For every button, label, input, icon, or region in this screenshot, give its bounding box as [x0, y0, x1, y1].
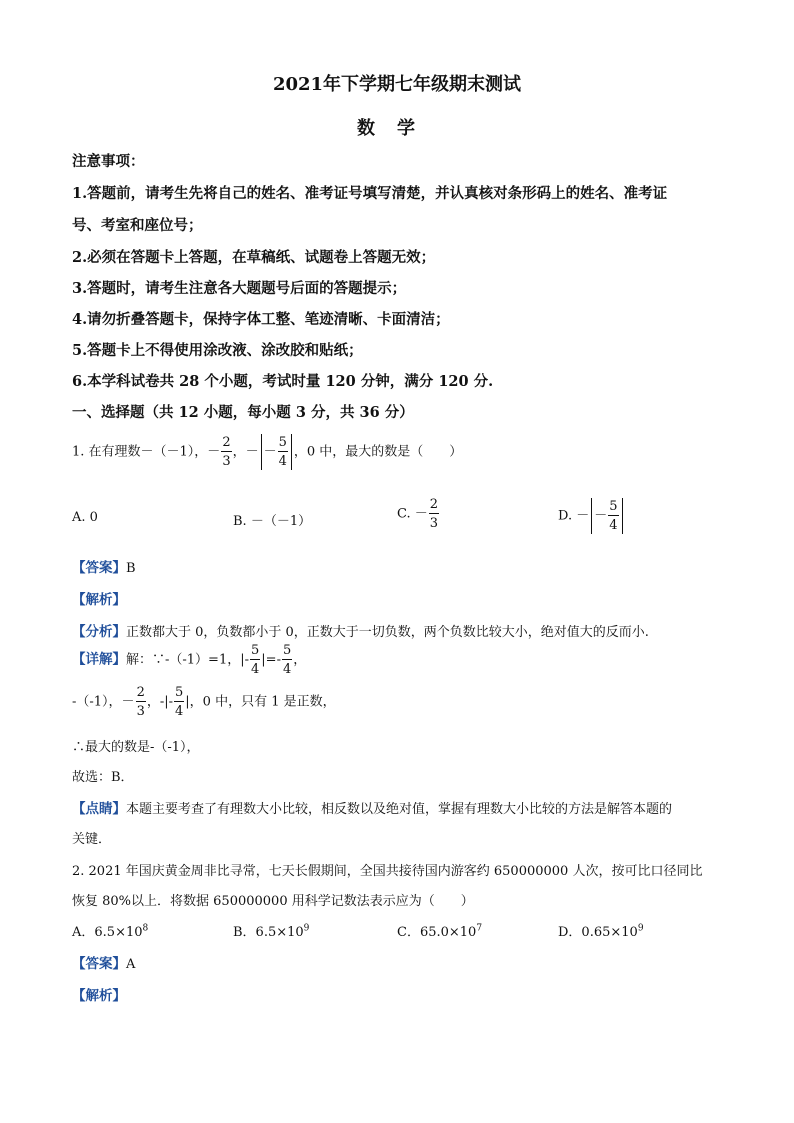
q1-option-b[interactable]: B. －（－1）: [233, 514, 312, 529]
q1-xiangjie-line1: 【详解】解：∵-（-1）=1，|- $\frac{5}{4}$ |=- $\frac{5}{4}$ ，: [72, 643, 307, 677]
q1-option-d[interactable]: D. － － $\frac{5}{4}$: [558, 498, 625, 534]
question-2-stem-b: 恢复 80%以上．将数据 650000000 用科学记数法表示应为（ ）: [72, 894, 474, 909]
notes-heading: 注意事项：: [72, 153, 145, 170]
q1-fenxi: 【分析】正数都大于 0，负数都小于 0，正数大于一切负数，两个负数比较大小，绝对值大的反而小.: [72, 624, 649, 640]
q1-answer: 【答案】B: [72, 560, 136, 576]
question-1-stem: 1. 在有理数－（－1），－ $\frac{2}{3}$ ，－ － $\frac{5}{4}$ ，0 中，最大的数是（ ）: [72, 435, 463, 469]
note-4: 4.请勿折叠答题卡，保持字体工整、笔迹清晰、卡面清洁；: [72, 311, 450, 328]
note-2: 2.必须在答题卡上答题，在草稿纸、试题卷上答题无效；: [72, 249, 436, 266]
q1-dianjing: 【点睛】本题主要考查了有理数大小比较，相反数以及绝对值，掌握有理数大小比较的方法是解答本题的: [72, 801, 673, 817]
note-6: 6.本学科试卷共 28 个小题，考试时量 120 分钟，满分 120 分.: [72, 373, 494, 390]
q2-option-b[interactable]: B．$6.5\times 10^9$: [233, 923, 310, 940]
q2-option-d[interactable]: D．$0.65\times 10^9$: [558, 923, 644, 940]
fraction-5-4: $\frac{5}{4}$: [278, 435, 287, 469]
q2-analysis-tag: 【解析】: [72, 988, 126, 1004]
q2-answer: 【答案】A: [72, 956, 136, 972]
section-heading: 一、选择题（共 12 小题，每小题 3 分，共 36 分）: [72, 404, 414, 421]
q2-option-c[interactable]: C．$65.0\times 10^7$: [397, 923, 483, 940]
q1-dianjing-cont: 关键．: [72, 832, 112, 847]
note-3: 3.答题时，请考生注意各大题题号后面的答题提示；: [72, 280, 407, 297]
q2-option-a[interactable]: A．$6.5\times 10^8$: [72, 923, 149, 940]
q1-option-c[interactable]: C. － $\frac{2}{3}$: [397, 497, 439, 531]
q1-xiangjie-line4: 故选：B．: [72, 770, 134, 785]
q1-analysis-tag: 【解析】: [72, 592, 126, 608]
note-1a: 1.答题前，请考生先将自己的姓名、准考证号填写清楚，并认真核对条形码上的姓名、准考证: [72, 185, 668, 202]
subject-title: 数学: [357, 118, 437, 139]
exam-title: 2021年下学期七年级期末测试: [272, 74, 522, 95]
q1-option-a[interactable]: A. 0: [72, 510, 98, 525]
note-1b: 号、考室和座位号；: [72, 217, 203, 234]
q1-xiangjie-line3: ∴最大的数是-（-1），: [72, 740, 200, 755]
note-5: 5.答题卡上不得使用涂改液、涂改胶和贴纸；: [72, 342, 363, 359]
q1-xiangjie-line2: -（-1），－ $\frac{2}{3}$ ，-|- $\frac{5}{4}$ |，0 中，只有 1 是正数，: [72, 685, 336, 719]
fraction-2-3: $\frac{2}{3}$: [222, 435, 231, 469]
question-2-stem-a: 2. 2021 年国庆黄金周非比寻常，七天长假期间，全国共接待国内游客约 650000000 人次，按可比口径同比: [72, 864, 703, 879]
